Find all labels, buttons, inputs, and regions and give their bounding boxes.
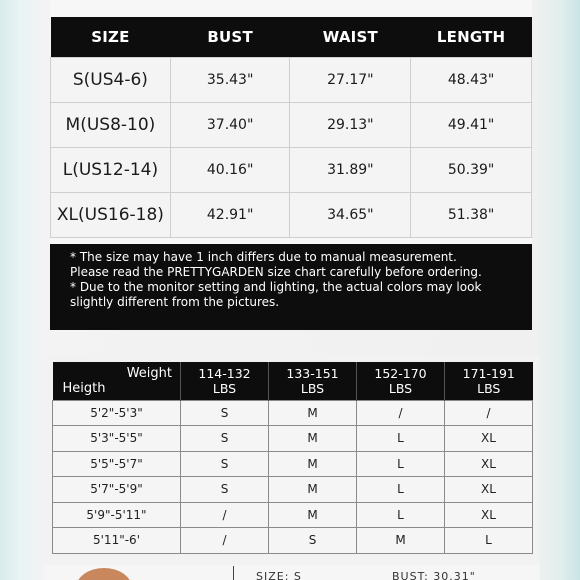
length-cell: 51.38" bbox=[411, 192, 532, 237]
header-size: SIZE bbox=[51, 17, 171, 57]
waist-cell: 27.17" bbox=[290, 57, 411, 102]
height-label: Heigth bbox=[62, 380, 106, 396]
table-row bbox=[51, 147, 532, 192]
weight-col bbox=[269, 362, 357, 400]
weight-col bbox=[357, 362, 445, 400]
note-line: slightly different from the pictures. bbox=[70, 295, 280, 309]
note-line: * Due to the monitor setting and lighting, the actual colors may look bbox=[70, 280, 482, 294]
fit-cell: M bbox=[357, 528, 445, 554]
bust-cell: 42.91" bbox=[170, 192, 290, 237]
fit-cell: / bbox=[445, 400, 533, 426]
fit-cell: XL bbox=[445, 426, 533, 452]
weight-range: 133-151 bbox=[286, 365, 339, 381]
fit-cell: XL bbox=[445, 477, 533, 503]
fit-cell: XL bbox=[445, 502, 533, 528]
weight-unit: LBS bbox=[212, 380, 237, 396]
fit-cell: M bbox=[269, 477, 357, 503]
header-bust: BUST bbox=[170, 17, 290, 57]
weight-unit: LBS bbox=[300, 380, 325, 396]
table-row bbox=[51, 102, 532, 147]
height-cell: 5'2"-5'3" bbox=[53, 400, 181, 426]
weight-col bbox=[181, 362, 269, 400]
fit-cell: M bbox=[269, 502, 357, 528]
waist-cell: 29.13" bbox=[290, 102, 411, 147]
height-cell: 5'3"-5'5" bbox=[53, 426, 181, 452]
model-bust-text: BUST: 30.31" bbox=[392, 570, 476, 580]
height-cell: 5'11"-6' bbox=[53, 528, 181, 554]
table-row bbox=[53, 477, 533, 503]
fit-cell: S bbox=[269, 528, 357, 554]
size-cell: M(US8-10) bbox=[51, 102, 171, 147]
fit-cell: S bbox=[181, 400, 269, 426]
fit-cell: S bbox=[181, 451, 269, 477]
waist-cell: 34.65" bbox=[290, 192, 411, 237]
weight-range: 152-170 bbox=[374, 365, 427, 381]
table-row bbox=[51, 57, 532, 102]
fit-cell: L bbox=[357, 502, 445, 528]
fit-cell: XL bbox=[445, 451, 533, 477]
fit-cell: / bbox=[181, 528, 269, 554]
header-waist: WAIST bbox=[290, 17, 411, 57]
fit-cell: L bbox=[357, 451, 445, 477]
fit-cell: / bbox=[181, 502, 269, 528]
table-row bbox=[53, 451, 533, 477]
fit-cell: S bbox=[181, 426, 269, 452]
fit-cell: M bbox=[269, 400, 357, 426]
bust-cell: 37.40" bbox=[170, 102, 290, 147]
weight-range: 114-132 bbox=[198, 365, 251, 381]
fit-cell: S bbox=[181, 477, 269, 503]
size-cell: L(US12-14) bbox=[51, 147, 171, 192]
fit-cell: L bbox=[357, 477, 445, 503]
divider bbox=[233, 566, 234, 580]
note-line: Please read the PRETTYGARDEN size chart carefully before ordering. bbox=[70, 265, 482, 279]
height-cell: 5'5"-5'7" bbox=[53, 451, 181, 477]
length-cell: 48.43" bbox=[411, 57, 532, 102]
fit-chart-header bbox=[53, 362, 533, 400]
note-line: * The size may have 1 inch differs due to manual measurement. bbox=[70, 250, 457, 264]
size-cell: S(US4-6) bbox=[51, 57, 171, 102]
fit-cell: L bbox=[357, 426, 445, 452]
table-row bbox=[51, 192, 532, 237]
header-length: LENGTH bbox=[411, 17, 532, 57]
weight-height-corner bbox=[53, 362, 181, 400]
weight-unit: LBS bbox=[388, 380, 413, 396]
height-cell: 5'9"-5'11" bbox=[53, 502, 181, 528]
model-size-text: SIZE: S bbox=[256, 570, 302, 580]
length-cell: 50.39" bbox=[411, 147, 532, 192]
waist-cell: 31.89" bbox=[290, 147, 411, 192]
table-row bbox=[53, 400, 533, 426]
fit-chart-table bbox=[52, 362, 533, 554]
length-cell: 49.41" bbox=[411, 102, 532, 147]
size-cell: XL(US16-18) bbox=[51, 192, 171, 237]
size-chart-table bbox=[50, 17, 532, 238]
weight-range: 171-191 bbox=[462, 365, 515, 381]
table-row bbox=[53, 502, 533, 528]
height-cell: 5'7"-5'9" bbox=[53, 477, 181, 503]
table-row bbox=[53, 426, 533, 452]
size-chart-header bbox=[51, 17, 532, 57]
bust-cell: 40.16" bbox=[170, 147, 290, 192]
bust-cell: 35.43" bbox=[170, 57, 290, 102]
weight-col bbox=[445, 362, 533, 400]
fit-cell: / bbox=[357, 400, 445, 426]
fit-cell: L bbox=[445, 528, 533, 554]
fit-cell: M bbox=[269, 451, 357, 477]
weight-unit: LBS bbox=[477, 380, 501, 396]
fit-cell: M bbox=[269, 426, 357, 452]
size-notes bbox=[50, 244, 532, 330]
weight-label: Weight bbox=[126, 366, 172, 381]
table-row bbox=[53, 528, 533, 554]
